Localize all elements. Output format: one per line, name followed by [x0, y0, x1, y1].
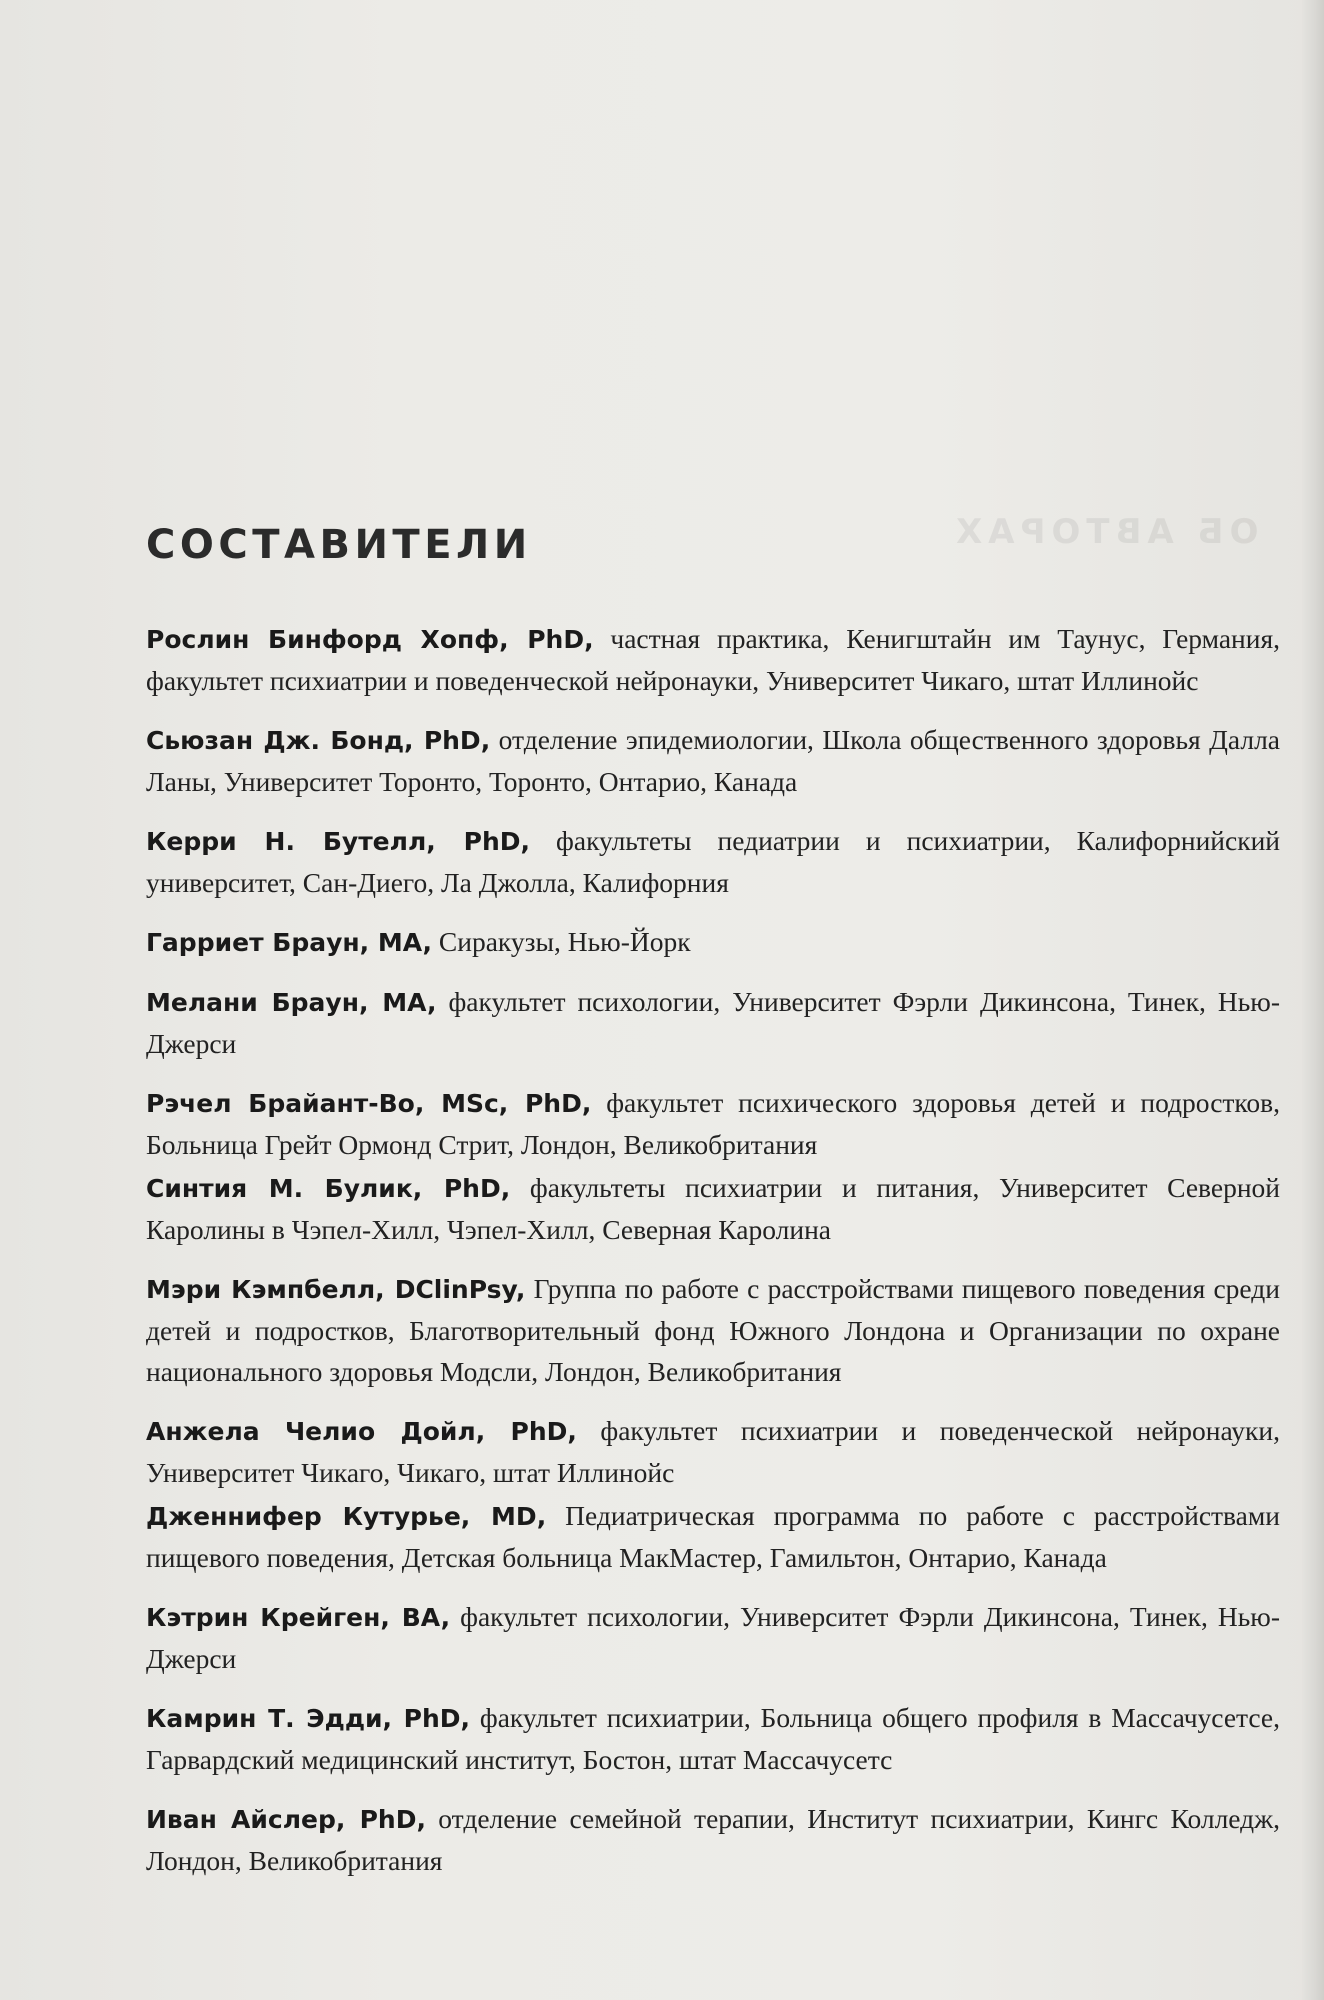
contributor-name: Гарриет Браун, MA,	[146, 928, 433, 957]
contributor-name: Кэтрин Крейген, BA,	[146, 1603, 451, 1632]
contributor-details: факультеты психиатрии и питания, Университет Северной Каролины в Чэпел-Хилл, Чэпел-Хилл, Северная Каролина	[146, 1172, 1281, 1245]
contributor-entry	[146, 1495, 1280, 1578]
page-edge	[1302, 0, 1324, 2000]
contributor-details: отделение семейной терапии, Институт психиатрии, Кингс Колледж, Лондон, Великобритания	[146, 1803, 1280, 1876]
page-title: СОСТАВИТЕЛИ	[146, 522, 532, 568]
contributor-details: Педиатрическая программа по работе с расстройствами пищевого поведения, Детская больница МакМастер, Гамильтон, Онтарио, Канада	[146, 1500, 1280, 1573]
contributor-name: Мелани Браун, MA,	[146, 988, 437, 1017]
contributor-name: Рэчел Брайант-Во, MSc, PhD,	[146, 1089, 592, 1118]
contributor-name: Синтия М. Булик, PhD,	[146, 1174, 511, 1203]
contributor-details: отделение эпидемиологии, Школа общественного здоровья Далла Ланы, Университет Торонто, Торонто, Онтарио, Канада	[146, 724, 1281, 797]
contributor-entry	[146, 1268, 1280, 1392]
contributor-entry	[146, 1410, 1280, 1493]
contributor-details: факультет психологии, Университет Фэрли Дикинсона, Тинек, Нью-Джерси	[146, 986, 1280, 1059]
contributor-entry	[146, 1167, 1280, 1250]
contributor-name: Иван Айслер, PhD,	[146, 1805, 426, 1834]
contributors-list	[146, 618, 1280, 1899]
contributor-details: факультеты педиатрии и психиатрии, Калифорнийский университет, Сан-Диего, Ла Джолла, Калифорния	[146, 825, 1281, 898]
contributor-name: Камрин Т. Эдди, PhD,	[146, 1704, 471, 1733]
contributor-name: Мэри Кэмпбелл, DClinPsy,	[146, 1275, 526, 1304]
contributor-name: Рослин Бинфорд Хопф, PhD,	[146, 625, 594, 654]
contributor-details: Группа по работе с расстройствами пищевого поведения среди детей и подростков, Благотворительный фонд Южного Лондона и Организации по охране национального здоровья Модсли, Лондон, Великобритания	[146, 1273, 1280, 1387]
contributor-details: частная практика, Кенигштайн им Таунус, Германия, факультет психиатрии и поведенческой нейронауки, Университет Чикаго, штат Иллинойс	[146, 623, 1281, 696]
contributor-details: Сиракузы, Нью-Йорк	[438, 926, 691, 957]
contributor-entry	[146, 921, 1280, 963]
contributor-name: Сьюзан Дж. Бонд, PhD,	[146, 726, 491, 755]
contributor-entry	[146, 1697, 1280, 1780]
contributor-entry	[146, 719, 1280, 802]
contributor-name: Керри Н. Бутелл, PhD,	[146, 827, 530, 856]
contributor-details: факультет психологии, Университет Фэрли Дикинсона, Тинек, Нью-Джерси	[146, 1601, 1281, 1674]
contributor-details: факультет психиатрии и поведенческой нейронауки, Университет Чикаго, Чикаго, штат Иллинойс	[146, 1415, 1281, 1488]
contributor-entry	[146, 618, 1280, 701]
contributor-entry	[146, 1596, 1280, 1679]
contributor-name: Дженнифер Кутурье, MD,	[146, 1502, 547, 1531]
contributor-details: факультет психиатрии, Больница общего профиля в Массачусетсе, Гарвардский медицинский институт, Бостон, штат Массачусетс	[146, 1702, 1281, 1775]
bleed-through-heading: ОБ АВТОРАХ	[950, 512, 1259, 552]
contributor-entry	[146, 1082, 1280, 1165]
contributor-name: Анжела Челио Дойл, PhD,	[146, 1417, 577, 1446]
contributor-entry	[146, 1798, 1280, 1881]
contributor-entry	[146, 981, 1280, 1064]
contributor-details: факультет психического здоровья детей и подростков, Больница Грейт Ормонд Стрит, Лондон, Великобритания	[146, 1087, 1281, 1160]
contributor-entry	[146, 820, 1280, 903]
